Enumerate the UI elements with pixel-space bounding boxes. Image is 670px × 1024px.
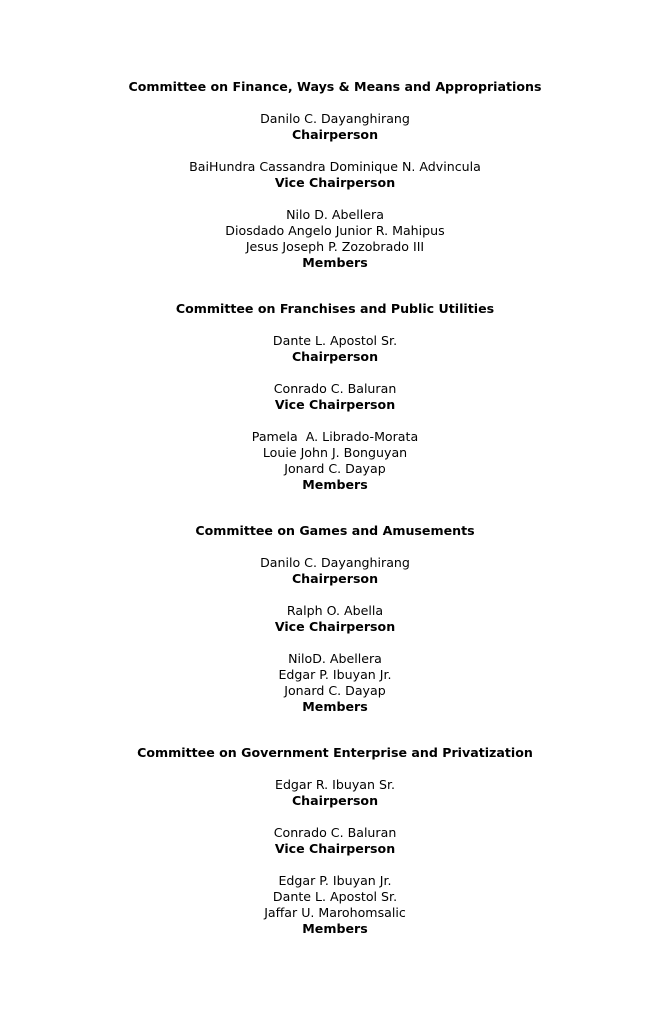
committee-section (0, 301, 670, 493)
member-name: Jonard C. Dayap (284, 461, 386, 476)
chairperson-role: Chairperson (291, 349, 379, 364)
committee-section (0, 523, 670, 715)
member-name: Edgar P. Ibuyan Jr. (278, 873, 392, 888)
members-role: Members (302, 921, 368, 936)
members-role: Members (302, 255, 368, 270)
members-role: Members (302, 477, 368, 492)
member-name: Jaffar U. Marohomsalic (264, 905, 406, 920)
member-name: Diosdado Angelo Junior R. Mahipus (225, 223, 445, 238)
chairperson-name: Edgar R. Ibuyan Sr. (274, 777, 395, 792)
chairperson-name: Dante L. Apostol Sr. (272, 333, 398, 348)
committee-title: Committee on Finance, Ways & Means and Appropriations (128, 79, 542, 94)
chairperson-role: Chairperson (291, 571, 379, 586)
vice-chairperson-role: Vice Chairperson (274, 397, 396, 412)
chairperson-name: Danilo C. Dayanghirang (260, 111, 410, 126)
committee-section (0, 79, 670, 271)
vice-chairperson-role: Vice Chairperson (274, 841, 396, 856)
vice-chairperson-name: Conrado C. Baluran (273, 825, 397, 840)
committee-title: Committee on Government Enterprise and Privatization (137, 745, 533, 760)
member-name: Louie John J. Bonguyan (262, 445, 408, 460)
member-name: Pamela A. Librado-Morata (251, 429, 419, 444)
vice-chairperson-name: Conrado C. Baluran (273, 381, 397, 396)
vice-chairperson-name: BaiHundra Cassandra Dominique N. Advincula (189, 159, 481, 174)
chairperson-role: Chairperson (291, 127, 379, 142)
member-name: Jesus Joseph P. Zozobrado III (245, 239, 425, 254)
vice-chairperson-name: Ralph O. Abella (286, 603, 384, 618)
chairperson-role: Chairperson (291, 793, 379, 808)
member-name: Jonard C. Dayap (284, 683, 386, 698)
vice-chairperson-role: Vice Chairperson (274, 619, 396, 634)
committee-title: Committee on Games and Amusements (195, 523, 475, 538)
committee-title: Committee on Franchises and Public Utilities (175, 301, 495, 316)
member-name: Edgar P. Ibuyan Jr. (278, 667, 392, 682)
members-role: Members (302, 699, 368, 714)
member-name: NiloD. Abellera (288, 651, 382, 666)
chairperson-name: Danilo C. Dayanghirang (260, 555, 410, 570)
member-name: Nilo D. Abellera (286, 207, 384, 222)
vice-chairperson-role: Vice Chairperson (274, 175, 396, 190)
member-name: Dante L. Apostol Sr. (272, 889, 398, 904)
committee-section (0, 745, 670, 937)
